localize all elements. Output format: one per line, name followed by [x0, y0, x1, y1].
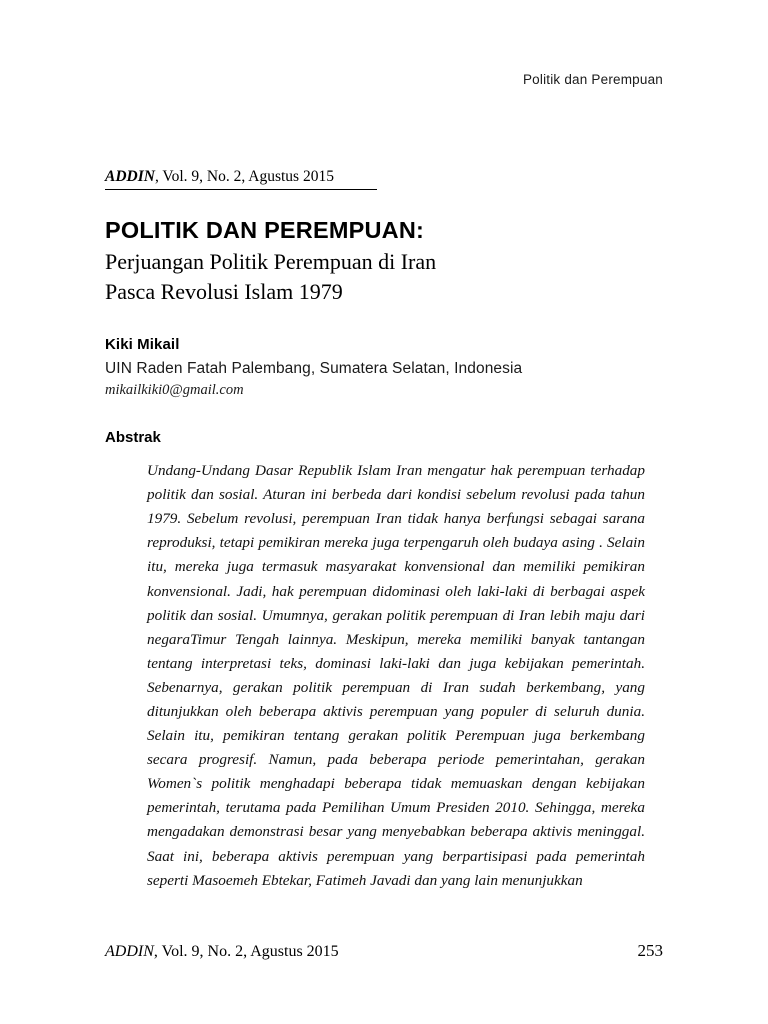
author-affiliation: UIN Raden Fatah Palembang, Sumatera Selatan, Indonesia: [105, 360, 523, 378]
title-block: [105, 215, 645, 306]
running-head: Politik dan Perempuan: [522, 72, 663, 87]
journal-citation-line: [105, 168, 377, 190]
page-subtitle-line-2: Pasca Revolusi Islam 1979: [105, 279, 343, 305]
author-email[interactable]: mikailkiki0@gmail.com: [105, 382, 244, 399]
journal-name: ADDIN: [105, 168, 155, 185]
page-number: 253: [637, 941, 663, 960]
page-subtitle-line-1: Perjuangan Politik Perempuan di Iran: [105, 249, 437, 275]
article-content: [105, 168, 645, 893]
author-name: Kiki Mikail: [105, 336, 180, 354]
page-footer: [105, 941, 663, 961]
footer-citation: [105, 943, 339, 961]
journal-issue: , Vol. 9, No. 2, Agustus 2015: [154, 168, 334, 185]
abstract-heading: Abstrak: [105, 429, 161, 447]
page-title: POLITIK DAN PEREMPUAN:: [105, 217, 425, 243]
footer-journal-issue: , Vol. 9, No. 2, Agustus 2015: [153, 943, 339, 960]
footer-journal-name: ADDIN: [105, 943, 154, 960]
abstract-text: Undang-Undang Dasar Republik Islam Iran mengatur hak perempuan terhadap politik dan sosial. Aturan ini berbeda dari kondisi sebelum revolusi pada tahun 1979. Sebelum revolusi, perempuan Iran tidak hanya berfungsi sebagai sarana reproduksi, tetapi pemikiran mereka juga terpengaruh oleh budaya asing . Selain itu, mereka juga termasuk masyarakat konvensional dan memiliki pemikiran konvensional. Jadi, hak perempuan didominasi oleh laki-laki di berbagai aspek politik dan sosial. Umumnya, gerakan politik perempuan di Iran lebih maju dari negaraTimur Tengah lainnya. Meskipun, mereka memiliki banyak tantangan tentang interpretasi teks, dominasi laki-laki dan juga kebijakan pemerintah. Sebenarnya, gerakan politik perempuan di Iran sudah berkembang, yang ditunjukkan oleh beberapa aktivis perempuan yang populer di seluruh dunia. Selain itu, pemikiran tentang gerakan politik Perempuan juga berkembang secara progresif. Namun, pada beberapa periode pemerintahan, gerakan Women`s politik menghadapi beberapa tidak memuaskan dengan kebijakan pemerintah, terutama pada Pemilihan Umum Presiden 2010. Sehingga, mereka mengadakan demonstrasi besar yang menyebabkan beberapa aktivis meninggal. Saat ini, beberapa aktivis perempuan yang berpartisipasi pada pemerintah seperti Masoemeh Ebtekar, Fatimeh Javadi dan yang lain menunjukkan: [147, 462, 645, 889]
